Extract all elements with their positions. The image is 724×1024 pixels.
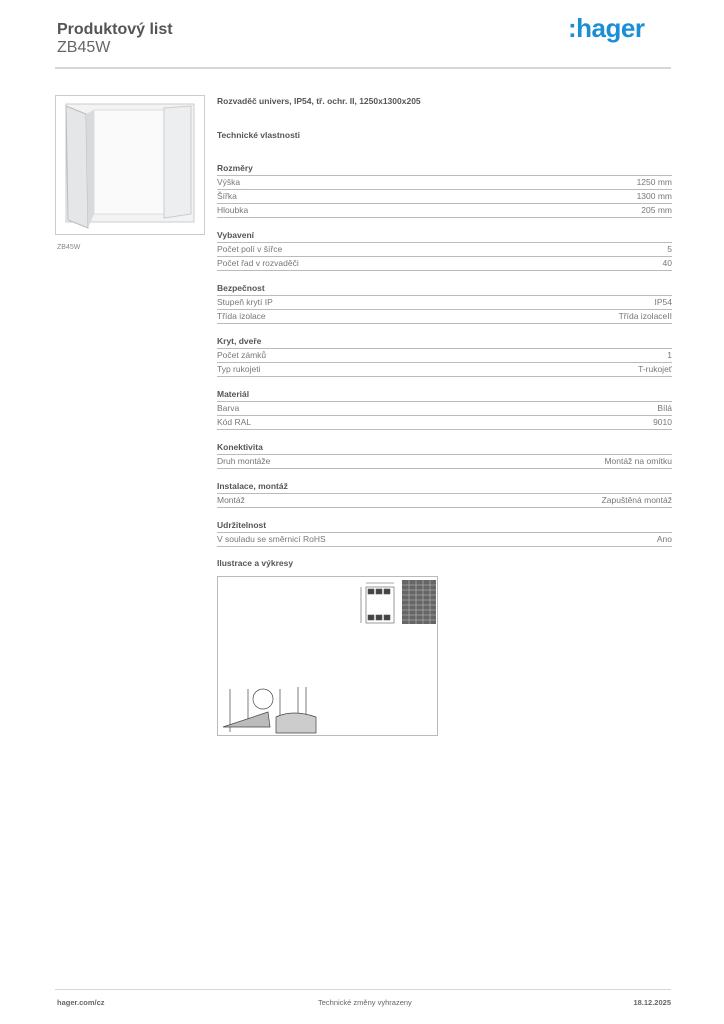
spec-row xyxy=(217,190,672,204)
installation-sketch xyxy=(223,687,316,733)
page-title: Produktový list xyxy=(57,21,173,38)
product-image xyxy=(55,95,205,235)
spec-group xyxy=(217,282,672,324)
dimension-drawing xyxy=(361,583,394,623)
spec-label: Počet polí v šířce xyxy=(217,244,283,254)
product-details xyxy=(217,96,672,736)
spec-value: 5 xyxy=(667,244,672,254)
dimension-table xyxy=(402,580,436,624)
spec-value: 205 mm xyxy=(641,205,672,215)
spec-row xyxy=(217,402,672,416)
spec-group-title: Udržitelnost xyxy=(217,519,672,533)
spec-group-title: Kryt, dveře xyxy=(217,335,672,349)
spec-label: Montáž xyxy=(217,495,245,505)
product-code: ZB45W xyxy=(57,39,111,56)
spec-label: Třída izolace xyxy=(217,311,266,321)
spec-row xyxy=(217,363,672,377)
spec-group-title: Materiál xyxy=(217,388,672,402)
spec-label: Barva xyxy=(217,403,240,413)
spec-label: Kód RAL xyxy=(217,417,252,427)
illustrations-title: Ilustrace a výkresy xyxy=(217,558,294,568)
spec-value: Bílá xyxy=(657,403,672,413)
spec-row xyxy=(217,257,672,271)
product-image-caption: ZB45W xyxy=(57,244,81,251)
spec-value: Třída izolaceII xyxy=(618,311,672,321)
footer-divider xyxy=(55,989,671,990)
illustrations-box xyxy=(217,576,438,736)
spec-group xyxy=(217,480,672,508)
logo-text: hager xyxy=(576,13,645,43)
spec-value: 1300 mm xyxy=(636,191,672,201)
spec-row xyxy=(217,296,672,310)
hager-logo: :hager xyxy=(568,13,645,43)
spec-row xyxy=(217,243,672,257)
spec-label: Výška xyxy=(217,177,241,187)
spec-label: Hloubka xyxy=(217,205,249,215)
spec-row xyxy=(217,310,672,324)
footer-note: Technické změny vyhrazeny xyxy=(318,998,412,1007)
spec-group-title: Rozměry xyxy=(217,162,672,176)
spec-row xyxy=(217,349,672,363)
product-description: Rozvaděč univers, IP54, tř. ochr. II, 1250x1300x205 xyxy=(217,96,421,106)
spec-row xyxy=(217,455,672,469)
spec-groups xyxy=(217,162,672,547)
spec-label: Druh montáže xyxy=(217,456,271,466)
spec-label: V souladu se směrnicí RoHS xyxy=(217,534,326,544)
spec-label: Stupeň krytí IP xyxy=(217,297,273,307)
spec-row xyxy=(217,204,672,218)
spec-value: 1 xyxy=(667,350,672,360)
spec-label: Počet zámků xyxy=(217,350,267,360)
spec-label: Počet řad v rozvaděči xyxy=(217,258,299,268)
spec-group-title: Vybavení xyxy=(217,229,672,243)
spec-group xyxy=(217,162,672,218)
spec-group xyxy=(217,335,672,377)
spec-group xyxy=(217,229,672,271)
spec-value: IP54 xyxy=(654,297,672,307)
spec-value: 9010 xyxy=(653,417,672,427)
drawings xyxy=(218,577,437,735)
spec-value: Zapuštěná montáž xyxy=(601,495,672,505)
footer-date: 18.12.2025 xyxy=(633,998,671,1007)
spec-group-title: Konektivita xyxy=(217,441,672,455)
spec-value: 1250 mm xyxy=(636,177,672,187)
spec-value: T-rukojeť xyxy=(638,364,672,374)
spec-value: Ano xyxy=(656,534,672,544)
spec-row xyxy=(217,416,672,430)
spec-label: Typ rukojeti xyxy=(217,364,261,374)
spec-group-title: Instalace, montáž xyxy=(217,480,672,494)
spec-label: Šířka xyxy=(217,191,237,201)
spec-row xyxy=(217,176,672,190)
tech-properties-title: Technické vlastnosti xyxy=(217,130,300,140)
footer-website-link[interactable]: hager.com/cz xyxy=(57,998,105,1007)
header-divider xyxy=(55,67,671,69)
spec-value: Montáž na omítku xyxy=(604,456,672,466)
spec-value: 40 xyxy=(662,258,672,268)
spec-row xyxy=(217,533,672,547)
spec-group xyxy=(217,441,672,469)
spec-row xyxy=(217,494,672,508)
spec-group xyxy=(217,388,672,430)
spec-group-title: Bezpečnost xyxy=(217,282,672,296)
spec-group xyxy=(217,519,672,547)
